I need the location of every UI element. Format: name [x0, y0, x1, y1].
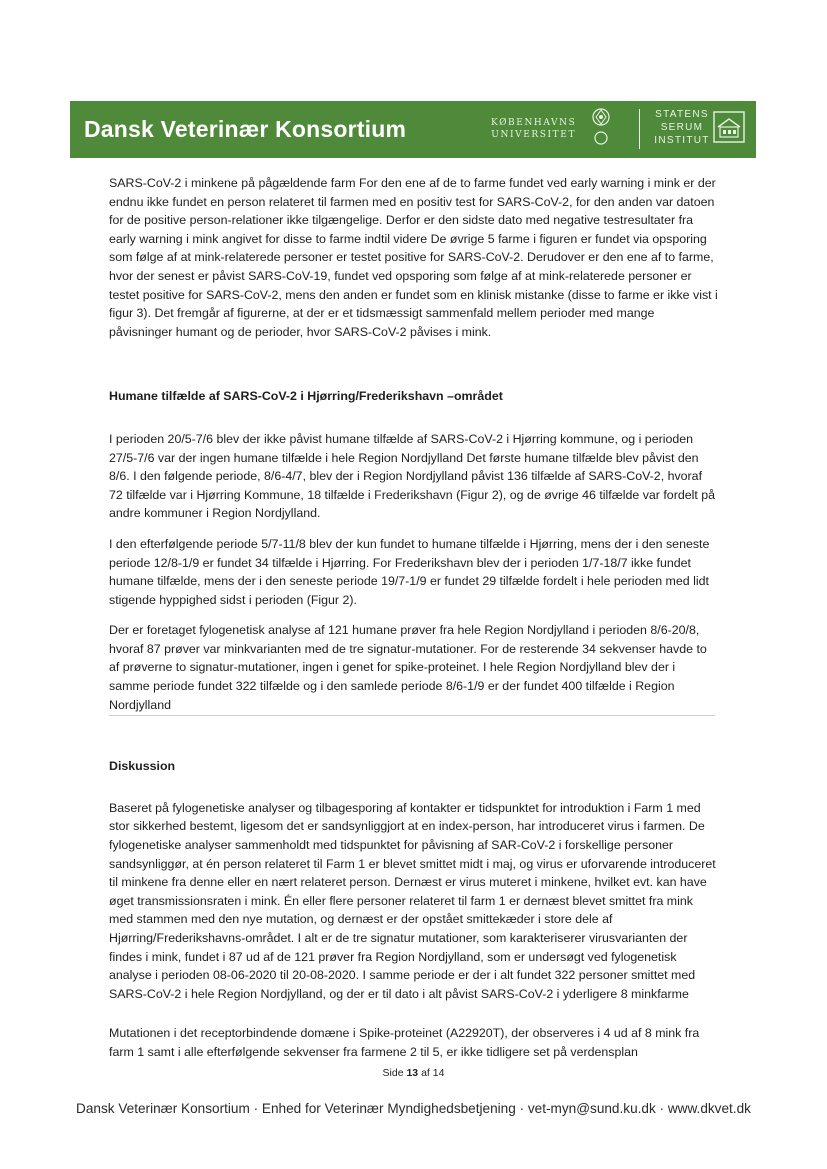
section-heading-humane: Humane tilfælde af SARS-CoV-2 i Hjørring/Frederikshavn –området	[109, 389, 503, 404]
ku-name-line1: KØBENHAVNS	[491, 118, 577, 128]
ssi-name-line2: SERUM	[660, 122, 704, 133]
consortium-title: Dansk Veterinær Konsortium	[84, 116, 407, 142]
paragraph-humane-2: I den efterfølgende periode 5/7-11/8 blev der kun fundet to humane tilfælde i Hjørring, mens der i den seneste periode 12/8-1/9 er fundet 34 tilfælde i Hjørring. For Frederikshavn blev der i perioden 1/7-18/7 ikke fundet humane tilfælde, mens der i den seneste periode 19/7-1/9 er fundet 29 tilfælde fordelt i hele perioden med lidt stigende hyppighed sidst i perioden (Figur 2).	[109, 536, 710, 607]
paragraph-humane-3: Der er foretaget fylogenetisk analyse af 121 humane prøver fra hele Region Nordjylland i perioden 8/6-20/8, hvoraf 87 prøver var minkvarianten med de tre signatur-mutationer. For de resterende 34 sekvenser havde to af prøverne to signatur-mutationer, ingen i genet for spike-proteinet. I hele Region Nordjylland blev der i samme periode fundet 322 tilfælde og i den samlede periode 8/6-1/9 er der fundet 400 tilfælde i Region Nordjylland	[109, 623, 707, 712]
ssi-name-line1: STATENS	[655, 109, 709, 120]
ku-name	[491, 117, 576, 141]
page-total: 14	[432, 1067, 445, 1079]
header-banner	[70, 101, 756, 158]
logo-separator	[639, 109, 640, 149]
section-divider	[109, 715, 715, 716]
page-footer: Dansk Veterinær Konsortium · Enhed for Veterinær Myndighedsbetjening · vet-myn@sund.ku.dk · www.dkvet.dk	[76, 1101, 751, 1116]
paragraph-diskussion-1: Baseret på fylogenetiske analyser og tilbagesporing af kontakter er tidspunktet for introduktion i Farm 1 med stor sikkerhed bestemt, ligesom det er sandsynliggjort at en index-person, har introduceret virus i farmen. De fylogenetiske analyser sammenholdt med tidspunktet for påvisning af SAR-CoV-2 i forskellige personer sandsynliggør, at én person relateret til Farm 1 er blevet smittet midt i maj, og virus er uforvarende introduceret til minkene fra denne eller en nært relateret person. Dernæst er virus muteret i minkene, hvilket evt. kan have øget transmissionsraten i mink. Én eller flere personer relateret til farm 1 er dernæst blevet smittet fra mink med stammen med den nye mutation, og dernæst er der opstået smittekæder i store dele af Hjørring/Frederikshavns-området. I alt er de tre signatur mutationer, som karakteriserer virusvarianten der findes i mink, fundet i 87 ud af de 121 prøver fra Region Nordjylland, som er undersøgt ved fylogenetisk analyse i perioden 08-06-2020 til 20-08-2020. I samme periode er der i alt fundet 322 personer smittet med SARS-CoV-2 i hele Region Nordjylland, og der er til dato i alt påvist SARS-CoV-2 i yderligere 8 minkfarme	[109, 800, 716, 1001]
paragraph-humane-1: I perioden 20/5-7/6 blev der ikke påvist humane tilfælde af SARS-CoV-2 i Hjørring kommune, og i perioden 27/5-7/6 var der ingen humane tilfælde i hele Region Nordjylland Det første humane tilfælde blev påvist den 8/6. I den følgende periode, 8/6-4/7, blev der i Region Nordjylland påvist 136 tilfælde af SARS-CoV-2, hvoraf 72 tilfælde var i Hjørring Kommune, 18 tilfælde i Frederikshavn (Figur 2), og de øvrige 46 tilfælde var fordelt på andre kommuner i Region Nordjylland.	[109, 431, 716, 521]
section-heading-diskussion: Diskussion	[109, 759, 176, 774]
page-current: 13	[406, 1067, 419, 1079]
page-prefix: Side	[382, 1067, 404, 1079]
paragraph-diskussion-2: Mutationen i det receptorbindende domæne i Spike-proteinet (A22920T), der observeres i 4 ud af 8 mink fra farm 1 samt i alle efterfølgende sekvenser fra farmene 2 til 5, er ikke tidligere set på verdensplan	[109, 1026, 700, 1059]
page-middle: af	[421, 1067, 430, 1079]
ku-name-line2: UNIVERSITET	[491, 130, 577, 140]
ssi-name-line3: INSTITUT	[654, 135, 710, 146]
ssi-name	[652, 108, 712, 147]
document-body	[109, 174, 719, 1074]
intro-paragraph: SARS-CoV-2 i minkene på pågældende farm For den ene af de to farme fundet ved early warning i mink er der endnu ikke fundet en person relateret til farmen med en positiv test for SARS-CoV-2, for den anden var datoen for de positive person-relationer ikke tilgængelige. Derfor er den sidste dato med negative testresultater fra early warning i mink angivet for disse to farme indtil videre De øvrige 5 farme i figuren er fundet via opsporing som følge af at mink-relaterede personer er testet positive for SARS-CoV-2. Derudover er den ene af to farme, hvor der senest er påvist SARS-CoV-19, fundet ved opsporing som følge af at mink-relaterede personer er testet positive for SARS-CoV-2, mens den anden er fundet som en klinisk mistanke (disse to farme er ikke vist i figur 3). Det fremgår af figurerne, at der er et tidsmæssigt sammenfald mellem perioder med mange påvisninger humant og de perioder, hvor SARS-CoV-2 påvises i mink.	[109, 176, 718, 339]
page-number	[0, 1067, 827, 1079]
ssi-logo-icon	[713, 111, 745, 143]
ku-crest-icon	[590, 105, 612, 151]
